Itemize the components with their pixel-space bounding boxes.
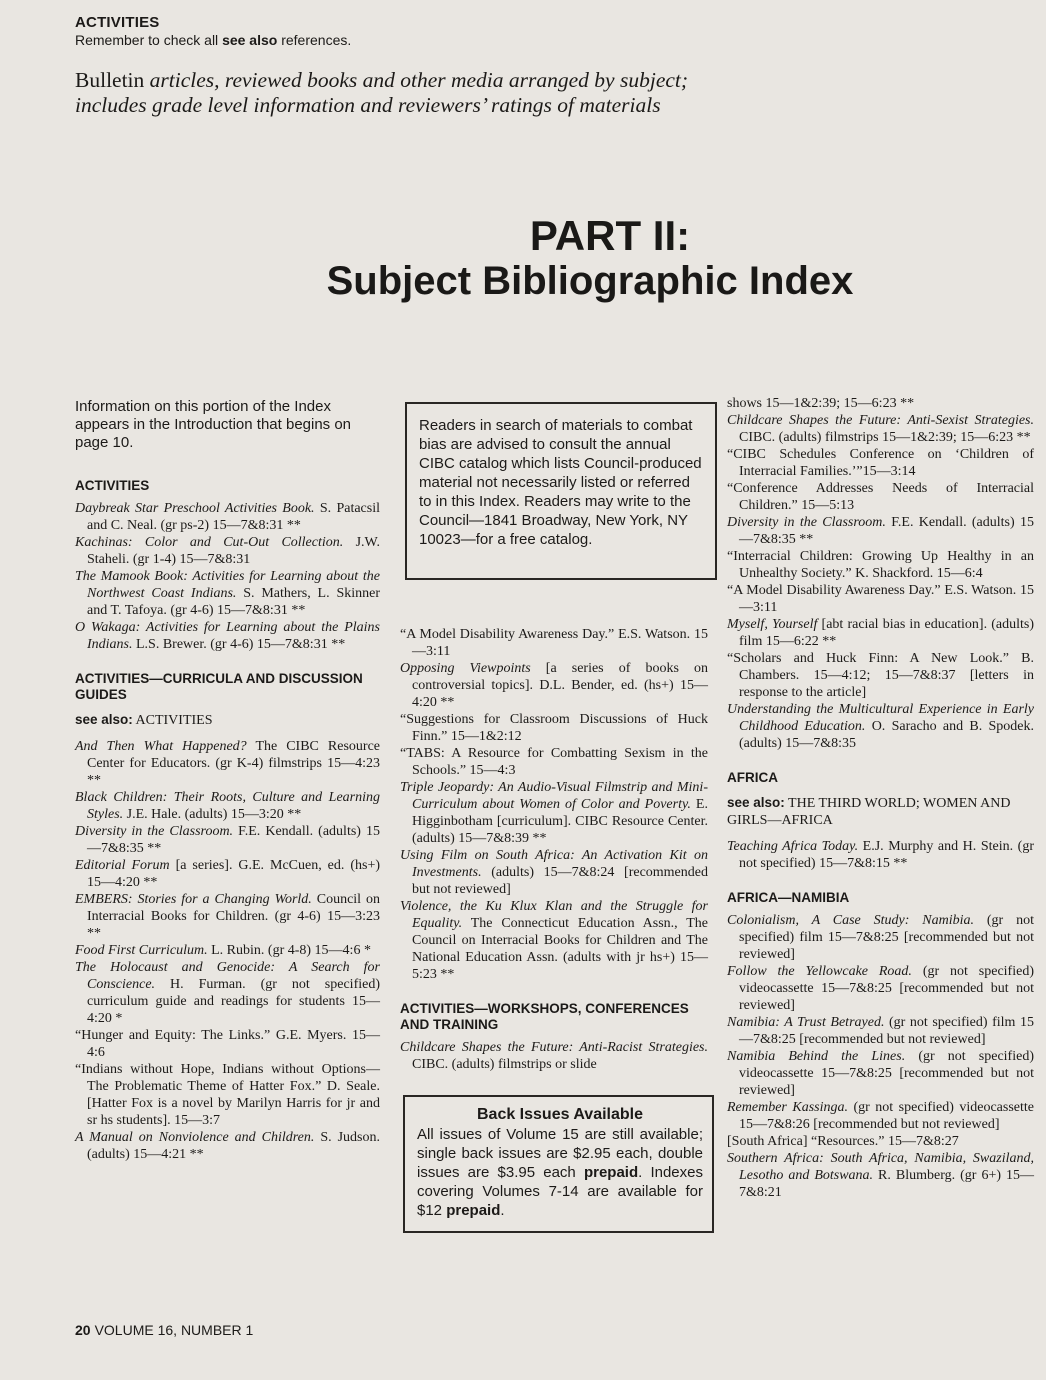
running-head: [75, 14, 675, 48]
index-entry: [727, 582, 1034, 616]
entry-title: Follow the Yellowcake Road.: [727, 964, 912, 979]
entry-details: “Hunger and Equity: The Links.” G.E. Myers. 15—4:6: [75, 1028, 380, 1060]
part-number: PART II:: [529, 212, 691, 259]
entry-title: O Wakaga: Activities for Learning about the Plains Indians.: [75, 620, 380, 652]
entries-workshops: [400, 1039, 708, 1073]
entry-details: CIBC. (adults) filmstrips 15—1&2:39; 15—6:23 **: [739, 430, 1031, 445]
back-issues-p2: . Indexes covering Volumes 7-14 are available for $12: [417, 1164, 703, 1219]
entry-details: J.W. Staheli. (gr 1-4) 15—7&8:31: [87, 535, 380, 567]
note-bold: see also: [222, 32, 278, 48]
entry-details: H. Furman. (gr not specified) curriculum guide and readings for students 15—4:20 *: [87, 977, 380, 1026]
entry-details: E. Higginbotham [curriculum]. CIBC Resource Center. (adults) 15—7&8:39 **: [412, 797, 708, 846]
entry-details: L.S. Brewer. (gr 4-6) 15—7&8:31 **: [132, 637, 346, 652]
index-entry: [727, 616, 1034, 650]
column-2: [400, 395, 708, 1233]
entry-title: Remember Kassinga.: [727, 1100, 848, 1115]
index-entry: [75, 942, 380, 959]
entry-details: The Connecticut Education Assn., The Council on Interracial Books for Children and The National Education Assn. (adults with jr hs+) 15—5:23 **: [412, 916, 708, 982]
entry-title: Namibia Behind the Lines.: [727, 1049, 906, 1064]
column-1: [75, 395, 380, 1163]
index-entry: [727, 912, 1034, 963]
index-entry: [727, 1014, 1034, 1048]
entry-details: O. Saracho and B. Spodek. (adults) 15—7&8:35: [739, 719, 1034, 751]
tagline: [75, 68, 715, 118]
see-also: [75, 711, 380, 729]
entry-title: Namibia: A Trust Betrayed.: [727, 1015, 885, 1030]
entry-details: S. Judson. (adults) 15—4:21 **: [87, 1130, 380, 1162]
index-entry: [75, 789, 380, 823]
see-also-label: see also:: [727, 795, 785, 810]
heading-activities: ACTIVITIES: [75, 478, 150, 493]
entry-details: “Conference Addresses Needs of Interracial Children.” 15—5:13: [727, 481, 1034, 513]
index-entry: [75, 619, 380, 653]
back-issues-p1: All issues of Volume 15 are still available; single back issues are $2.95 each, double issues are $3.95 each: [417, 1126, 703, 1181]
entry-details: J.E. Hale. (adults) 15—3:20 **: [123, 807, 302, 822]
index-entry: [75, 534, 380, 568]
index-entry: [400, 1039, 708, 1073]
back-issues-b1: prepaid: [583, 1164, 639, 1181]
entry-title: And Then What Happened?: [75, 739, 247, 754]
entry-details: (gr not specified) film 15—7&8:25 [recommended but not reviewed]: [739, 1015, 1034, 1047]
entry-details: “A Model Disability Awareness Day.” E.S. Watson. 15—3:11: [400, 627, 708, 659]
index-entry: [400, 779, 708, 847]
entry-details: F.E. Kendall. (adults) 15—7&8:35 **: [87, 824, 380, 856]
back-issues-box: [403, 1095, 714, 1233]
entry-details: (gr not specified) videocassette 15—7&8:26 [recommended but not reviewed]: [739, 1100, 1034, 1132]
entries-namibia: [727, 912, 1034, 1201]
page-footer: [75, 1322, 253, 1338]
index-entry: [727, 701, 1034, 752]
back-issues-p3: .: [500, 1202, 505, 1219]
part-title: [190, 214, 990, 304]
column-3: [727, 395, 1034, 1201]
entry-details: E.J. Murphy and H. Stein. (gr not specified) 15—7&8:15 **: [739, 839, 1034, 871]
entry-details: (gr not specified) videocassette 15—7&8:25 [recommended but not reviewed]: [739, 964, 1034, 1013]
entry-title: Kachinas: Color and Cut-Out Collection.: [75, 535, 344, 550]
entries-activities: [75, 500, 380, 653]
entry-title: EMBERS: Stories for a Changing World.: [75, 892, 312, 907]
entries-africa: [727, 838, 1034, 872]
index-entry: [727, 1133, 1034, 1150]
index-entry: [75, 1027, 380, 1061]
entry-details: [abt racial bias in education]. (adults) film 15—6:22 **: [739, 617, 1034, 649]
intro-text: Information on this portion of the Index appears in the Introduction that begins on page 10.: [75, 398, 352, 451]
index-entry: [400, 745, 708, 779]
heading-africa: AFRICA: [727, 770, 778, 785]
entry-details: “Indians without Hope, Indians without Options—The Problematic Theme of Hatter Fox.” D. Seale. [Hatter Fox is a novel by Marilyn Harris for jr and sr hs students]. 15—3:7: [75, 1062, 380, 1128]
entry-details: (gr not specified) videocassette 15—7&8:25 [recommended but not reviewed]: [739, 1049, 1034, 1098]
entry-title: Food First Curriculum.: [75, 943, 208, 958]
entry-title: A Manual on Nonviolence and Children.: [75, 1130, 315, 1145]
entry-details: [South Africa] “Resources.” 15—7&8:27: [727, 1134, 959, 1149]
index-entry: [727, 395, 1034, 412]
entry-title: The Mamook Book: Activities for Learning about the Northwest Coast Indians.: [75, 569, 380, 601]
index-entry: [400, 660, 708, 711]
index-entry: [75, 891, 380, 942]
cibc-catalog-box: Readers in search of materials to combat bias are advised to consult the annual CIBC catalog which lists Council-produced material not necessarily listed or referred to in this Index. Readers may write to the Council—1841 Broadway, New York, NY 10023—for a free catalog.: [405, 402, 717, 580]
see-also-label: see also:: [75, 712, 133, 727]
entry-details: S. Patacsil and C. Neal. (gr ps-2) 15—7&8:31 **: [87, 501, 380, 533]
entry-title: The Holocaust and Genocide: A Search for Conscience.: [75, 960, 380, 992]
note-text-end: references.: [277, 32, 352, 48]
entry-title: Southern Africa: South Africa, Namibia, Swaziland, Lesotho and Botswana.: [727, 1151, 1034, 1183]
index-entry: [727, 412, 1034, 446]
entry-title: Teaching Africa Today.: [727, 839, 859, 854]
issue-label: VOLUME 16, NUMBER 1: [94, 1322, 254, 1338]
see-also-text: ACTIVITIES: [132, 713, 213, 728]
entry-details: Council on Interracial Books for Children. (gr 4-6) 15—3:23 **: [87, 892, 380, 941]
index-entry: [727, 963, 1034, 1014]
index-entry: [75, 1061, 380, 1129]
entry-details: “Suggestions for Classroom Discussions of Huck Finn.” 15—1&2:12: [400, 712, 708, 744]
index-entry: [400, 847, 708, 898]
back-issues-b2: prepaid: [446, 1202, 501, 1219]
entry-details: (adults) 15—7&8:24 [recommended but not reviewed]: [412, 865, 708, 897]
entry-title: Myself, Yourself: [727, 617, 818, 632]
entry-details: [a series]. G.E. McCuen, ed. (hs+) 15—4:20 **: [87, 858, 381, 890]
page-number: 20: [75, 1322, 91, 1338]
part-name: Subject Bibliographic Index: [326, 259, 854, 303]
index-entry: [75, 823, 380, 857]
entry-details: “A Model Disability Awareness Day.” E.S. Watson. 15—3:11: [727, 583, 1034, 615]
entry-details: F.E. Kendall. (adults) 15—7&8:35 **: [739, 515, 1034, 547]
running-head-title: ACTIVITIES: [75, 14, 160, 31]
index-entry: [727, 650, 1034, 701]
entries-workshops-cont: [727, 395, 1034, 752]
back-issues-title: Back Issues Available: [476, 1106, 644, 1123]
entry-title: Diversity in the Classroom.: [75, 824, 234, 839]
back-issues-text: [417, 1125, 703, 1220]
index-entry: [75, 500, 380, 534]
index-entry: [75, 568, 380, 619]
index-entry: [75, 1129, 380, 1163]
entries-curricula: [75, 738, 380, 1163]
entry-details: “TABS: A Resource for Combatting Sexism in the Schools.” 15—4:3: [400, 746, 708, 778]
entry-details: (gr not specified) film 15—7&8:25 [recommended but not reviewed]: [739, 913, 1034, 962]
entry-title: Childcare Shapes the Future: Anti-Racist Strategies.: [400, 1040, 708, 1055]
index-entry: [400, 711, 708, 745]
entry-details: CIBC. (adults) filmstrips or slide: [412, 1057, 597, 1072]
running-head-note: [75, 32, 675, 48]
tagline-text: articles, reviewed books and other media arranged by subject; includes grade level information and reviewers’ ratings of materials: [75, 68, 689, 117]
entry-details: “CIBC Schedules Conference on ‘Children of Interracial Families.’”15—3:14: [727, 447, 1034, 479]
index-entry: [727, 838, 1034, 872]
entry-title: Opposing Viewpoints: [400, 661, 531, 676]
see-also-africa: [727, 794, 1034, 829]
entry-title: Diversity in the Classroom.: [727, 515, 886, 530]
entry-details: L. Rubin. (gr 4-8) 15—4:6 *: [207, 943, 371, 958]
entry-details: S. Mathers, L. Skinner and T. Tafoya. (gr 4-6) 15—7&8:31 **: [87, 586, 380, 618]
entry-details: The CIBC Resource Center for Educators. (gr K-4) filmstrips 15—4:23 **: [87, 739, 380, 788]
entry-details: R. Blumberg. (gr 6+) 15—7&8:21: [739, 1168, 1034, 1200]
entry-details: shows 15—1&2:39; 15—6:23 **: [727, 396, 915, 411]
heading-workshops: ACTIVITIES—WORKSHOPS, CONFERENCES AND TRAINING: [400, 1001, 689, 1032]
entry-details: “Scholars and Huck Finn: A New Look.” B. Chambers. 15—4:12; 15—7&8:37 [letters in response to the article]: [727, 651, 1034, 700]
heading-namibia: AFRICA—NAMIBIA: [727, 890, 850, 905]
entries-curricula-cont: [400, 626, 708, 983]
entry-title: Violence, the Ku Klux Klan and the Struggle for Equality.: [400, 899, 708, 931]
entry-title: Using Film on South Africa: An Activation Kit on Investments.: [400, 848, 708, 880]
entry-title: Triple Jeopardy: An Audio-Visual Filmstrip and Mini-Curriculum about Women of Color and Poverty.: [400, 780, 708, 812]
index-entry: [727, 1150, 1034, 1201]
index-entry: [727, 1099, 1034, 1133]
tagline-bulletin: Bulletin: [75, 68, 145, 92]
index-entry: [727, 514, 1034, 548]
index-entry: [400, 626, 708, 660]
entry-details: [a series of books on controversial topics]. D.L. Bender, ed. (hs+) 15—4:20 **: [412, 661, 708, 710]
index-entry: [400, 898, 708, 983]
index-entry: [727, 446, 1034, 480]
entry-title: Black Children: Their Roots, Culture and Learning Styles.: [75, 790, 380, 822]
index-entry: [727, 480, 1034, 514]
entry-title: Understanding the Multicultural Experience in Early Childhood Education.: [727, 702, 1034, 734]
index-entry: [727, 1048, 1034, 1099]
heading-curricula: ACTIVITIES—CURRICULA AND DISCUSSION GUIDES: [75, 671, 363, 702]
entry-title: Daybreak Star Preschool Activities Book.: [75, 501, 315, 516]
entry-details: “Interracial Children: Growing Up Healthy in an Unhealthy Society.” K. Shackford. 15—6:4: [727, 549, 1034, 581]
see-also-text: THE THIRD WORLD; WOMEN AND GIRLS—AFRICA: [727, 796, 1011, 828]
entry-title: Childcare Shapes the Future: Anti-Sexist Strategies.: [727, 413, 1034, 428]
note-text: Remember to check all: [75, 32, 223, 48]
index-entry: [75, 857, 380, 891]
index-entry: [727, 548, 1034, 582]
index-entry: [75, 738, 380, 789]
index-entry: [75, 959, 380, 1027]
entry-title: Colonialism, A Case Study: Namibia.: [727, 913, 975, 928]
entry-title: Editorial Forum: [75, 858, 170, 873]
